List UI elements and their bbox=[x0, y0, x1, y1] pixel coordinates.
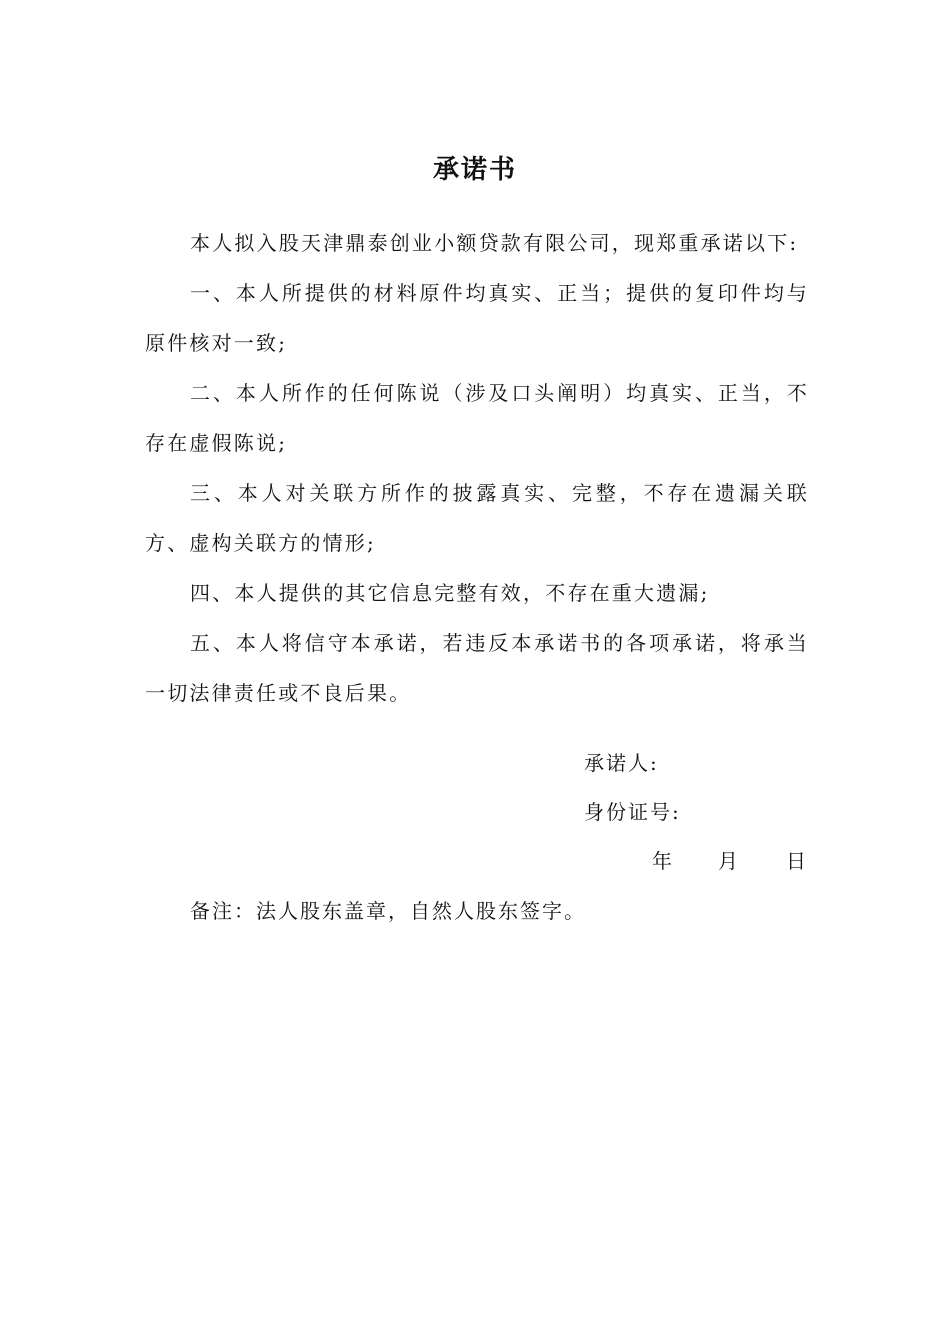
date-month-label: 月 bbox=[718, 849, 740, 873]
paragraph-item-4: 四、本人提供的其它信息完整有效，不存在重大遗漏; bbox=[190, 581, 710, 605]
document-body bbox=[145, 218, 809, 718]
id-number-label: 身份证号: bbox=[584, 800, 681, 824]
signer-label: 承诺人: bbox=[584, 751, 659, 775]
paragraph-item-1: 一、本人所提供的材料原件均真实、正当；提供的复印件均与原件核对一致; bbox=[145, 281, 809, 355]
paragraph-item-3: 三、本人对关联方所作的披露真实、完整，不存在遗漏关联方、虚构关联方的情形; bbox=[145, 481, 809, 555]
date-day-label: 日 bbox=[786, 849, 808, 873]
paragraph-item-2: 二、本人所作的任何陈说（涉及口头阐明）均真实、正当，不存在虚假陈说; bbox=[145, 381, 809, 455]
document-title: 承诺书 bbox=[432, 155, 517, 185]
paragraph-intro: 本人拟入股天津鼎泰创业小额贷款有限公司，现郑重承诺以下: bbox=[190, 231, 799, 255]
remark-note: 备注：法人股东盖章，自然人股东签字。 bbox=[190, 899, 586, 923]
date-year-label: 年 bbox=[652, 849, 674, 873]
paragraph-item-5: 五、本人将信守本承诺，若违反本承诺书的各项承诺，将承当一切法律责任或不良后果。 bbox=[145, 631, 809, 705]
